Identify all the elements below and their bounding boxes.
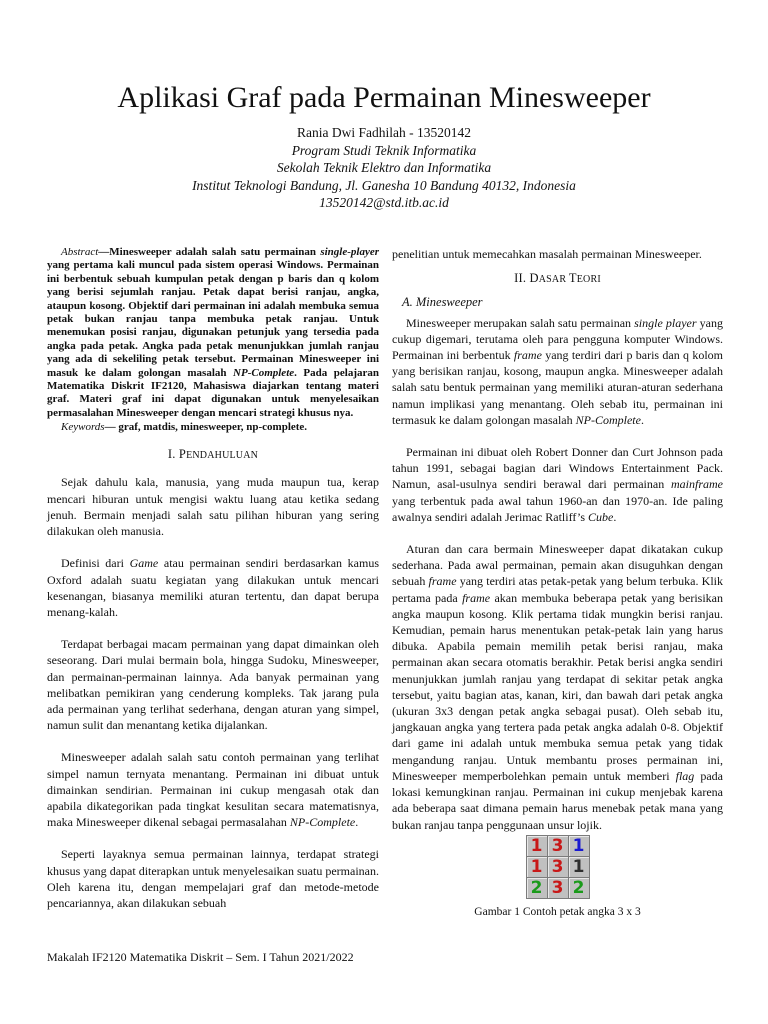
- paragraph-emphasis: NP-Complete: [289, 815, 356, 830]
- section-smallcaps: EORI: [576, 274, 601, 286]
- paragraph-text: pada lokasi kemungkinan ranjau. Permainan ini cukup menjebak karena ada beberapa saat dimana pemain harus menebak petak mana yang bukan ranjau tanpa penggunaan unsur lojik.: [392, 768, 724, 832]
- abstract-text: . Pada pelajaran Matematika Diskrit IF2120, Mahasiswa diajarkan tentang materi graf. Materi graf ini dapat digunakan untuk menyelesaikan permasalahan Minesweeper dengan mencari strategi khusus nya.: [47, 366, 379, 419]
- paragraph: Terdapat berbagai macam permainan yang dapat dimainkan oleh seseorang. Dari mulai bermain bola, hingga Sudoku, Minesweeper, dan permainan-permainan lainnya. Ada banyak permainan yang melibatkan pemikiran yang cenderung kompleks. Tak jarang pula ada permainan yang terlihat sederhana, dengan aturan yang simpel, namun sulit dan menantang ketika dijalankan.: [47, 637, 379, 733]
- paragraph-emphasis: frame: [462, 590, 491, 605]
- grid-cell: 1: [527, 857, 547, 877]
- abstract: [47, 246, 379, 420]
- affiliation-line: Sekolah Teknik Elektro dan Informatika: [276, 160, 492, 175]
- paragraph-emphasis: mainframe: [671, 477, 723, 492]
- author-name: Rania Dwi Fadhilah - 13520142: [297, 125, 471, 140]
- grid-cell: 3: [548, 878, 568, 898]
- grid-cell: 3: [548, 836, 568, 856]
- paragraph: [392, 541, 723, 833]
- paragraph-text: .: [640, 412, 644, 427]
- paragraph-text: Minesweeper merupakan salah satu permainan: [406, 315, 635, 330]
- author-block: [0, 124, 768, 212]
- keywords: [47, 420, 379, 434]
- paragraph-text: Definisi dari: [61, 556, 130, 571]
- paragraph-text: Permainan ini dibuat oleh Robert Donner dan Curt Johnson pada tahun 1991, sebagai bagian dari Windows Entertainment Pack. Namun, asal-usulnya sendiri berawal dari permainan: [392, 445, 723, 492]
- paragraph-emphasis: frame: [428, 574, 457, 589]
- keywords-text: — graf, matdis, minesweeper, np-complete.: [104, 421, 308, 434]
- grid-cell: 1: [569, 836, 589, 856]
- paragraph-emphasis: frame: [513, 348, 542, 363]
- affiliation-line: Program Studi Teknik Informatika: [291, 142, 477, 158]
- paragraph-text: yang terdiri atas petak-petak yang belum terbuka. Klik pertama pada: [392, 574, 723, 605]
- paragraph: [47, 749, 379, 830]
- paragraph-text: .: [613, 509, 617, 524]
- section-number: II.: [514, 271, 530, 286]
- paragraph-text: atau permainan sendiri berdasarkan kamus Oxford adalah suatu kegiatan yang dilakukan untuk mencari kesenangan, biasanya memiliki aturan tertentu, dan dapat berupa menang-kalah.: [47, 556, 379, 619]
- paragraph-emphasis: flag: [675, 768, 695, 783]
- paragraph: [47, 555, 379, 620]
- keywords-lead: Keywords: [61, 421, 105, 434]
- paragraph-text: yang terdiri dari p baris dan q kolom yang berisikan ranjau, kosong, maupun angka. Minesweeper adalah salah satu bentuk permainan yang memiliki aturan-aturan sederhana namun implikasi yang menantang. Oleh sebab itu, permainan ini termasuk ke dalam golongan masalah: [392, 348, 724, 427]
- section-initial: P: [178, 447, 187, 462]
- abstract-text: —Minesweeper adalah salah satu permainan: [98, 246, 321, 258]
- paragraph-text: Aturan dan cara bermain Minesweeper dapat dikatakan cukup sederhana. Pada awal permainan, pemain akan disuguhkan dengan sebuah: [392, 542, 723, 589]
- section-number: I.: [167, 447, 179, 462]
- abstract-lead: Abstract: [61, 246, 99, 258]
- figure-caption: Gambar 1 Contoh petak angka 3 x 3: [474, 905, 641, 918]
- paragraph: [392, 444, 723, 525]
- abstract-text: yang pertama kali muncul pada sistem operasi Windows. Permainan ini berbentuk sebuah kumpulan petak dengan p baris dan q kolom yang berisi sejumlah ranjau. Petak dapat berisi ranjau, angka, ataupun kosong. Objektif dari permainan ini adalah membuka semua petak bukan ranjau tanpa membuka petak ranjau. Untuk menemukan posisi ranjau, digunakan petunjuk yang tersedia pada angka pada petak. Angka pada petak menunjukkan jumlah ranjau yang ada di sekeliling petak tersebut. Permainan Minesweeper ini masuk ke dalam golongan masalah: [47, 259, 379, 379]
- right-column: [392, 246, 723, 920]
- paragraph-continuation: penelitian untuk memecahkan masalah permainan Minesweeper.: [392, 247, 702, 261]
- paragraph-emphasis: NP-Complete: [575, 412, 641, 427]
- page-footer: Makalah IF2120 Matematika Diskrit – Sem. I Tahun 2021/2022: [47, 950, 354, 964]
- paragraph-text: Minesweeper adalah salah satu contoh permainan yang terlihat simpel namun ternyata menantang. Permainan ini dibuat untuk dimainkan sendirian. Permainan ini cukup mengasah otak dan apabila dikategorikan pada tingkat kesulitan secara matematisnya, maka Minesweeper dikenal sebagai permasalahan: [47, 750, 379, 830]
- figure-minesweeper-grid: [392, 835, 723, 920]
- paragraph: Seperti layaknya semua permainan lainnya, terdapat strategi khusus yang dapat diterapkan untuk menyelesaikan suatu permainan. Oleh karena itu, dengan mempelajari graf dan metode-metode pencariannya, akan dilakukan sebuah: [47, 847, 379, 910]
- grid-cell: 1: [569, 857, 589, 877]
- section-smallcaps: ASAR: [538, 274, 569, 286]
- paper-title: Aplikasi Graf pada Permainan Minesweeper: [117, 81, 651, 114]
- paragraph-text: yang terbentuk pada awal tahun 1960-an dan 1970-an. Ide paling awalnya sendiri adalah Jerimac Ratliff’s: [392, 493, 723, 524]
- abstract-emphasis: single-player: [320, 246, 379, 258]
- grid-cell: 1: [527, 836, 547, 856]
- section-initial: D: [529, 271, 539, 286]
- minesweeper-grid: [526, 835, 590, 899]
- paragraph-text: .: [355, 815, 359, 830]
- grid-cell: 2: [527, 878, 547, 898]
- paragraph: [392, 315, 723, 428]
- abstract-emphasis: NP-Complete: [233, 366, 295, 379]
- paragraph-emphasis: Cube: [588, 509, 614, 524]
- subsection-heading: A. Minesweeper: [402, 295, 483, 310]
- section-initial: T: [568, 271, 577, 286]
- section-heading-theory: [392, 270, 723, 288]
- author-email: 13520142@std.itb.ac.id: [319, 195, 449, 210]
- left-column: [47, 246, 379, 911]
- paragraph: Sejak dahulu kala, manusia, yang muda maupun tua, kerap mencari hiburan untuk mengisi waktu luang atau ketika sedang jenuh. Bermain menjadi salah satu pilihan hiburan yang sering dilakukan oleh manusia.: [47, 475, 379, 539]
- section-smallcaps: ENDAHULUAN: [186, 450, 259, 462]
- paragraph-text: akan membuka beberapa petak yang berisikan angka maupun kosong. Klik pertama tidak mungkin berisi ranjau. Kemudian, pemain harus menentukan petak-petak lain yang harus dibuka. Apabila pemain memilih petak berisi ranjau, maka permainan akan secara otomatis berakhir. Petak berisi angka sendiri menunjukkan jumlah ranjau yang terdapat di sekitar petak angka tersebut, yaitu bagian atas, kanan, kiri, dan bawah dari petak angka (ukuran 3x3 dengan petak angka sebagai pusat). Oleh sebab itu, jangkauan angka yang tertera pada petak angka adalah 0-8. Objektif dari game ini adalah untuk membuka semua petak yang tidak mengandung ranjau. Untuk membantu proses permainan ini, Minesweeper memperbolehkan pemain untuk memberi: [392, 590, 723, 783]
- paragraph-emphasis: single player: [634, 315, 697, 330]
- section-heading-intro: [47, 446, 379, 464]
- grid-cell: 3: [548, 857, 568, 877]
- paragraph-emphasis: Game: [129, 556, 159, 571]
- affiliation-line: Institut Teknologi Bandung, Jl. Ganesha 10 Bandung 40132, Indonesia: [192, 177, 576, 193]
- grid-cell: 2: [569, 878, 589, 898]
- paragraph-text: yang cukup digemari, terutama oleh para pengguna komputer Windows. Permainan ini berbentuk: [392, 315, 723, 363]
